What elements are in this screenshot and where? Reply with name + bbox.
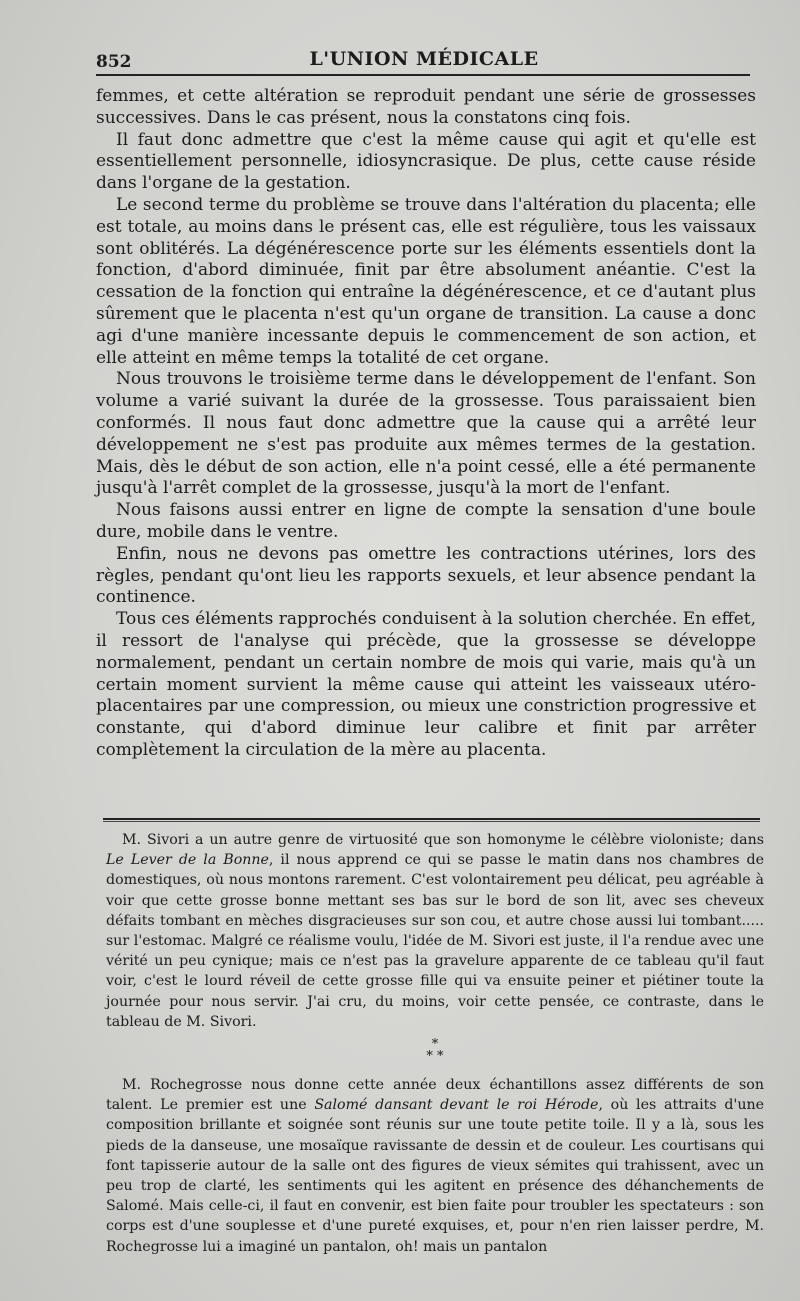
paragraph: Il faut donc admettre que c'est la même cause qui agit et qu'elle est essentiellement personnelle, idiosyncrasique. De plus, cette cause réside dans l'organe de la gestation. xyxy=(96,129,756,194)
asterism-top: * xyxy=(431,1037,439,1053)
paragraph: femmes, et cette altération se reproduit pendant une série de grossesses successives. Dans le cas présent, nous la constatons cinq fois. xyxy=(96,86,756,128)
page-number: 852 xyxy=(96,52,132,72)
text-run: M. Sivori a un autre genre de virtuosité que son homonyme le célèbre violoniste; dans xyxy=(122,832,764,848)
artwork-title: Salomé dansant devant le roi Hérode xyxy=(314,1097,599,1114)
main-text xyxy=(96,86,756,762)
feuilleton-rule xyxy=(103,818,760,822)
feuilleton xyxy=(106,830,764,1257)
paragraph: Enfin, nous ne devons pas omettre les contractions utérines, lors des règles, pendant qu'ont lieu les rapports sexuels, et leur absence pendant la continence. xyxy=(96,543,756,608)
text-run: , il nous apprend ce qui se passe le matin dans nos chambres de domestiques, où nous montons rarement. C'est volontairement peu délicat, peu agréable à voir que cette grosse bonne mettant ses bas sur le bord de son lit, avec ses cheveux défaits tombant en mèches disgracieuses sur son cou, et autre chose aussi lui tombant..... sur l'estomac. Malgré ce réalisme voulu, l'idée de M. Sivori est juste, il l'a rendue avec une vérité un peu cynique; mais ce n'est pas la gravelure apparente de ce tableau qu'il faut voir, c'est le lourd réveil de cette grosse fille qui va ensuite peiner et piétiner toute la journée pour nous servir. J'ai cru, du moins, voir cette pensée, ce contraste, dans le tableau de M. Sivori. xyxy=(106,852,764,1030)
asterism-bottom: * * xyxy=(426,1049,444,1065)
paragraph: Nous faisons aussi entrer en ligne de compte la sensation d'une boule dure, mobile dans le ventre. xyxy=(96,500,756,542)
running-title: L'UNION MÉDICALE xyxy=(309,48,539,70)
asterism xyxy=(106,1039,764,1063)
feuilleton-paragraph xyxy=(106,830,764,1032)
paragraph: Tous ces éléments rapprochés conduisent à la solution cherchée. En effet, il ressort de l'analyse qui précède, que la grossesse se développe normalement, pendant un certain nombre de mois qui varie, mais qu'à un certain moment survient la même cause qui atteint les vaisseaux utéro-placentaires par une compression, ou mieux une constriction progressive et constante, qui d'abord diminue leur calibre et finit par arrêter complètement la circulation de la mère au placenta. xyxy=(96,609,756,760)
paragraph: Le second terme du problème se trouve dans l'altération du placenta; elle est totale, au moins dans le présent cas, elle est régulière, tous les vaissaux sont oblitérés. La dégénérescence porte sur les éléments essentiels dont la fonction, d'abord diminuée, finit par être absolument anéantie. C'est la cessation de la fonction qui entraîne la dégénérescence, et ce d'autant plus sûrement que le placenta n'est qu'un organe de transition. La cause a donc agi d'une manière incessante depuis le commencement de son action, et elle atteint en même temps la totalité de cet organe. xyxy=(96,194,756,368)
feuilleton-paragraph xyxy=(106,1075,764,1257)
paragraph: Nous trouvons le troisième terme dans le développement de l'enfant. Son volume a varié suivant la durée de la grossesse. Tous paraissaient bien conformés. Il nous faut donc admettre que la cause qui a arrêté leur développement ne s'est pas produite aux mêmes termes de la gestation. Mais, dès le début de son action, elle n'a point cessé, elle a été permanente jusqu'à l'arrêt complet de la grossesse, jusqu'à la mort de l'enfant. xyxy=(96,369,756,499)
artwork-title: Le Lever de la Bonne xyxy=(106,852,269,869)
text-run: M. Rochegrosse nous donne cette année deux échantillons assez différents de son talent. Le premier est une xyxy=(106,1077,764,1114)
header-rule xyxy=(96,74,750,76)
page-header xyxy=(96,44,752,78)
text-run: , où les attraits d'une composition brillante et soignée sont réunis sur une toute petite toile. Il y a là, sous les pieds de la danseuse, une mosaïque ravissante de dessin et de couleur. Les courtisans qui font tapisserie autour de la salle ont des figures de vieux sémites qui trahissent, avec un peu trop de clarté, les sentiments qui les agitent en présence des déhanchements de Salomé. Mais celle-ci, il faut en convenir, est bien faite pour troubler les spectateurs : son corps est d'une souplesse et d'une pureté exquises, et, pour n'en rien laisser perdre, M. Rochegrosse lui a imaginé un pantalon, oh! mais un pantalon xyxy=(106,1097,764,1255)
